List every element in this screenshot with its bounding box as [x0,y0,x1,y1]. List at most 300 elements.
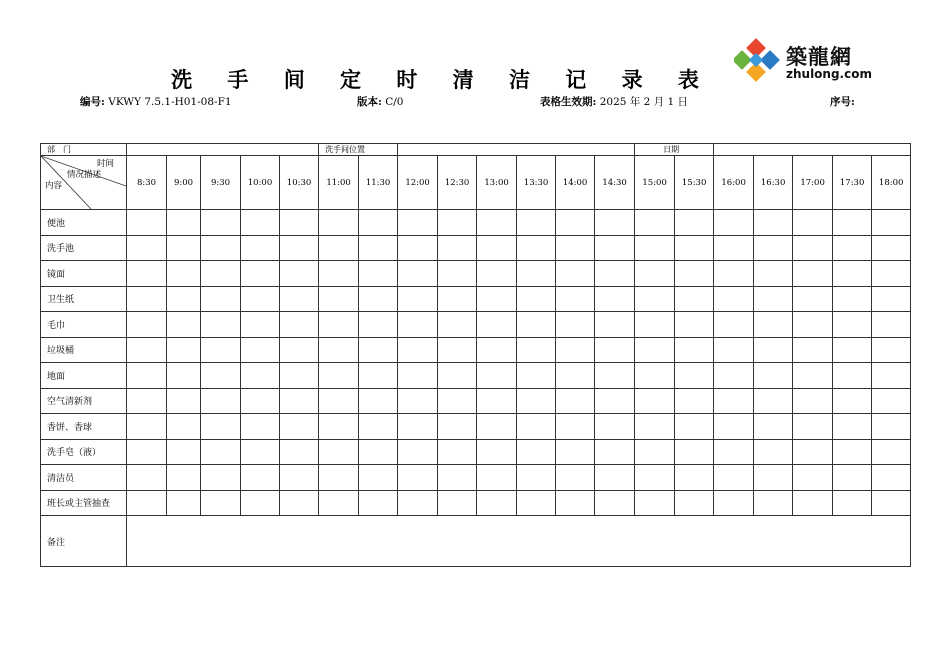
check-cell[interactable] [595,235,635,261]
page-title: 洗 手 间 定 时 清 洁 记 录 表 [171,67,713,92]
check-cell[interactable] [635,210,675,236]
check-cell[interactable] [201,312,241,338]
check-cell[interactable] [477,286,517,312]
check-cell[interactable] [201,439,241,465]
check-cell[interactable] [635,337,675,363]
check-cell[interactable] [714,210,754,236]
check-cell[interactable] [833,312,872,338]
check-cell[interactable] [241,490,280,516]
check-cell[interactable] [754,210,793,236]
check-cell[interactable] [167,261,201,287]
check-cell[interactable] [556,388,595,414]
check-cell[interactable] [635,490,675,516]
check-cell[interactable] [438,235,477,261]
check-cell[interactable] [359,312,398,338]
check-cell[interactable] [477,465,517,491]
doc-effective-label: 表格生效期: [540,96,597,108]
check-cell[interactable] [438,414,477,440]
check-cell[interactable] [359,337,398,363]
check-cell[interactable] [359,388,398,414]
corner-desc-label: 情况描述 [67,170,102,180]
check-cell[interactable] [517,261,556,287]
check-cell[interactable] [872,465,911,491]
check-cell[interactable] [201,490,241,516]
time-header-cell: 18:00 [872,156,911,210]
check-cell[interactable] [793,388,833,414]
check-cell[interactable] [714,312,754,338]
time-header-cell: 13:00 [477,156,517,210]
check-cell[interactable] [793,286,833,312]
doc-code-value: VKWY 7.5.1-H01-08-F1 [108,96,232,108]
time-header-cell: 16:00 [714,156,754,210]
check-cell[interactable] [398,210,438,236]
check-cell[interactable] [675,439,714,465]
check-cell[interactable] [127,414,167,440]
check-cell[interactable] [872,363,911,389]
check-cell[interactable] [556,465,595,491]
time-header-cell: 9:30 [201,156,241,210]
check-cell[interactable] [517,235,556,261]
check-cell[interactable] [517,337,556,363]
check-cell[interactable] [517,388,556,414]
check-cell[interactable] [556,210,595,236]
check-cell[interactable] [167,312,201,338]
corner-cell [41,156,127,210]
doc-code [80,94,232,109]
table-top-row [41,144,911,156]
row-label: 洗手池 [41,235,127,261]
check-cell[interactable] [517,439,556,465]
check-cell[interactable] [241,414,280,440]
check-cell[interactable] [595,465,635,491]
check-cell[interactable] [280,261,319,287]
check-cell[interactable] [438,439,477,465]
check-cell[interactable] [319,439,359,465]
check-cell[interactable] [517,210,556,236]
check-cell[interactable] [714,286,754,312]
table-row [41,388,911,414]
check-cell[interactable] [556,337,595,363]
check-cell[interactable] [793,261,833,287]
check-cell[interactable] [517,286,556,312]
check-cell[interactable] [833,337,872,363]
check-cell[interactable] [635,286,675,312]
time-header-cell: 10:00 [241,156,280,210]
check-cell[interactable] [167,337,201,363]
check-cell[interactable] [201,261,241,287]
check-cell[interactable] [595,490,635,516]
check-cell[interactable] [754,286,793,312]
table-row [41,439,911,465]
table-row [41,363,911,389]
check-cell[interactable] [319,312,359,338]
check-cell[interactable] [319,286,359,312]
check-cell[interactable] [319,261,359,287]
time-header-cell: 15:00 [635,156,675,210]
check-cell[interactable] [833,465,872,491]
check-cell[interactable] [167,235,201,261]
doc-seq [830,94,855,109]
check-cell[interactable] [477,490,517,516]
check-cell[interactable] [833,210,872,236]
check-cell[interactable] [556,235,595,261]
check-cell[interactable] [477,363,517,389]
check-cell[interactable] [398,337,438,363]
check-cell[interactable] [319,210,359,236]
check-cell[interactable] [833,490,872,516]
check-cell[interactable] [517,363,556,389]
check-cell[interactable] [793,363,833,389]
check-cell[interactable] [167,286,201,312]
table-row [41,337,911,363]
time-header-row [41,156,911,210]
check-cell[interactable] [438,337,477,363]
check-cell[interactable] [359,261,398,287]
note-row [41,516,911,567]
check-cell[interactable] [793,337,833,363]
check-cell[interactable] [127,465,167,491]
check-cell[interactable] [635,261,675,287]
time-header-cell: 10:30 [280,156,319,210]
check-cell[interactable] [280,490,319,516]
time-header-cell: 8:30 [127,156,167,210]
check-cell[interactable] [167,388,201,414]
doc-code-label: 编号: [80,96,105,108]
check-cell[interactable] [635,312,675,338]
check-cell[interactable] [714,414,754,440]
check-cell[interactable] [477,235,517,261]
check-cell[interactable] [359,439,398,465]
check-cell[interactable] [833,388,872,414]
dept-label: 部 门 [41,144,127,156]
check-cell[interactable] [398,388,438,414]
row-label: 香饼、香球 [41,414,127,440]
check-cell[interactable] [127,388,167,414]
check-cell[interactable] [167,490,201,516]
doc-effective-value: 2025 年 2 月 1 日 [599,96,689,108]
check-cell[interactable] [635,439,675,465]
row-label: 洗手皂（液） [41,439,127,465]
table-row [41,465,911,491]
check-cell[interactable] [793,210,833,236]
check-cell[interactable] [280,337,319,363]
check-cell[interactable] [635,465,675,491]
check-cell[interactable] [359,210,398,236]
check-cell[interactable] [675,286,714,312]
check-cell[interactable] [556,261,595,287]
check-cell[interactable] [398,235,438,261]
check-cell[interactable] [595,261,635,287]
check-cell[interactable] [167,439,201,465]
check-cell[interactable] [793,439,833,465]
check-cell[interactable] [675,235,714,261]
check-cell[interactable] [359,235,398,261]
check-cell[interactable] [754,388,793,414]
check-cell[interactable] [477,388,517,414]
check-cell[interactable] [167,363,201,389]
check-cell[interactable] [714,439,754,465]
check-cell[interactable] [714,363,754,389]
check-cell[interactable] [833,286,872,312]
note-field[interactable] [127,516,911,567]
check-cell[interactable] [675,414,714,440]
check-cell[interactable] [595,388,635,414]
logo-en-text: zhulong.com [786,67,872,81]
check-cell[interactable] [127,210,167,236]
check-cell[interactable] [127,337,167,363]
check-cell[interactable] [793,312,833,338]
logo-cn-text: 築龍網 [786,45,852,69]
check-cell[interactable] [398,490,438,516]
check-cell[interactable] [359,465,398,491]
check-cell[interactable] [556,312,595,338]
check-cell[interactable] [872,235,911,261]
check-cell[interactable] [872,286,911,312]
check-cell[interactable] [477,337,517,363]
check-cell[interactable] [280,235,319,261]
check-cell[interactable] [127,235,167,261]
check-cell[interactable] [754,337,793,363]
check-cell[interactable] [359,286,398,312]
check-cell[interactable] [438,312,477,338]
check-cell[interactable] [280,388,319,414]
check-cell[interactable] [714,465,754,491]
check-cell[interactable] [793,490,833,516]
check-cell[interactable] [635,388,675,414]
check-cell[interactable] [241,261,280,287]
check-cell[interactable] [477,312,517,338]
check-cell[interactable] [201,337,241,363]
check-cell[interactable] [635,363,675,389]
time-header-cell: 16:30 [754,156,793,210]
check-cell[interactable] [319,490,359,516]
check-cell[interactable] [280,210,319,236]
check-cell[interactable] [477,210,517,236]
corner-time-label: 时间 [97,159,115,169]
check-cell[interactable] [319,337,359,363]
check-cell[interactable] [359,414,398,440]
check-cell[interactable] [398,465,438,491]
check-cell[interactable] [241,210,280,236]
check-cell[interactable] [127,490,167,516]
check-cell[interactable] [127,312,167,338]
check-cell[interactable] [201,210,241,236]
check-cell[interactable] [201,235,241,261]
check-cell[interactable] [280,439,319,465]
table-row [41,210,911,236]
row-label: 空气清新剂 [41,388,127,414]
check-cell[interactable] [675,490,714,516]
check-cell[interactable] [201,363,241,389]
check-cell[interactable] [201,388,241,414]
check-cell[interactable] [754,235,793,261]
check-cell[interactable] [438,363,477,389]
check-cell[interactable] [675,337,714,363]
time-header-cell: 17:00 [793,156,833,210]
check-cell[interactable] [241,235,280,261]
check-cell[interactable] [398,363,438,389]
date-label: 日期 [635,144,714,156]
row-label: 清洁员 [41,465,127,491]
check-cell[interactable] [595,312,635,338]
check-cell[interactable] [280,312,319,338]
check-cell[interactable] [319,414,359,440]
check-cell[interactable] [556,414,595,440]
check-cell[interactable] [477,261,517,287]
check-cell[interactable] [438,490,477,516]
doc-seq-label: 序号: [830,96,855,108]
check-cell[interactable] [319,363,359,389]
check-cell[interactable] [872,312,911,338]
check-cell[interactable] [201,465,241,491]
check-cell[interactable] [714,490,754,516]
check-cell[interactable] [201,414,241,440]
row-label: 便池 [41,210,127,236]
check-cell[interactable] [398,414,438,440]
check-cell[interactable] [280,465,319,491]
check-cell[interactable] [359,363,398,389]
check-cell[interactable] [241,363,280,389]
check-cell[interactable] [754,490,793,516]
check-cell[interactable] [675,363,714,389]
location-field[interactable] [398,144,635,156]
check-cell[interactable] [319,235,359,261]
check-cell[interactable] [872,261,911,287]
check-cell[interactable] [167,414,201,440]
check-cell[interactable] [872,490,911,516]
check-cell[interactable] [675,210,714,236]
check-cell[interactable] [241,337,280,363]
dept-field[interactable] [127,144,319,156]
table-row [41,312,911,338]
check-cell[interactable] [438,286,477,312]
check-cell[interactable] [833,414,872,440]
check-cell[interactable] [359,490,398,516]
time-header-cell: 12:30 [438,156,477,210]
check-cell[interactable] [398,439,438,465]
check-cell[interactable] [754,312,793,338]
check-cell[interactable] [438,388,477,414]
table-row [41,490,911,516]
check-cell[interactable] [754,439,793,465]
check-cell[interactable] [167,465,201,491]
check-cell[interactable] [280,414,319,440]
check-cell[interactable] [872,337,911,363]
check-cell[interactable] [675,388,714,414]
check-cell[interactable] [517,312,556,338]
check-cell[interactable] [127,261,167,287]
row-label: 垃圾桶 [41,337,127,363]
check-cell[interactable] [595,414,635,440]
check-cell[interactable] [595,439,635,465]
check-cell[interactable] [833,439,872,465]
doc-version [357,94,404,109]
check-cell[interactable] [398,312,438,338]
check-cell[interactable] [127,363,167,389]
check-cell[interactable] [754,261,793,287]
check-cell[interactable] [714,261,754,287]
check-cell[interactable] [438,261,477,287]
check-cell[interactable] [872,414,911,440]
time-header-cell: 15:30 [675,156,714,210]
check-cell[interactable] [675,261,714,287]
check-cell[interactable] [517,465,556,491]
check-cell[interactable] [754,414,793,440]
check-cell[interactable] [635,235,675,261]
check-cell[interactable] [319,388,359,414]
check-cell[interactable] [398,286,438,312]
check-cell[interactable] [833,363,872,389]
check-cell[interactable] [517,414,556,440]
check-cell[interactable] [398,261,438,287]
check-cell[interactable] [319,465,359,491]
check-cell[interactable] [241,465,280,491]
check-cell[interactable] [595,286,635,312]
check-cell[interactable] [714,235,754,261]
check-cell[interactable] [793,465,833,491]
date-field[interactable] [714,144,911,156]
check-cell[interactable] [556,439,595,465]
check-cell[interactable] [280,363,319,389]
check-cell[interactable] [872,439,911,465]
check-cell[interactable] [127,286,167,312]
check-cell[interactable] [793,414,833,440]
check-cell[interactable] [635,414,675,440]
check-cell[interactable] [595,363,635,389]
check-cell[interactable] [241,286,280,312]
time-header-cell: 13:30 [517,156,556,210]
check-cell[interactable] [675,465,714,491]
check-cell[interactable] [754,363,793,389]
check-cell[interactable] [241,388,280,414]
check-cell[interactable] [241,312,280,338]
check-cell[interactable] [793,235,833,261]
row-label: 班长或主管抽查 [41,490,127,516]
check-cell[interactable] [438,210,477,236]
check-cell[interactable] [833,261,872,287]
check-cell[interactable] [595,210,635,236]
check-cell[interactable] [556,490,595,516]
check-cell[interactable] [872,210,911,236]
row-label: 卫生纸 [41,286,127,312]
time-header-cell: 14:30 [595,156,635,210]
check-cell[interactable] [872,388,911,414]
check-cell[interactable] [556,286,595,312]
check-cell[interactable] [241,439,280,465]
row-label: 镜面 [41,261,127,287]
check-cell[interactable] [556,363,595,389]
table-row [41,286,911,312]
check-cell[interactable] [477,439,517,465]
check-cell[interactable] [201,286,241,312]
check-cell[interactable] [754,465,793,491]
check-cell[interactable] [167,210,201,236]
check-cell[interactable] [127,439,167,465]
check-cell[interactable] [280,286,319,312]
check-cell[interactable] [675,312,714,338]
check-cell[interactable] [714,388,754,414]
check-cell[interactable] [595,337,635,363]
time-header-cell: 14:00 [556,156,595,210]
check-cell[interactable] [438,465,477,491]
doc-effective-date [540,94,688,109]
corner-content-label: 内容 [45,181,63,191]
check-cell[interactable] [833,235,872,261]
check-cell[interactable] [517,490,556,516]
location-label: 洗手间位置 [319,144,398,156]
check-cell[interactable] [477,414,517,440]
check-cell[interactable] [714,337,754,363]
